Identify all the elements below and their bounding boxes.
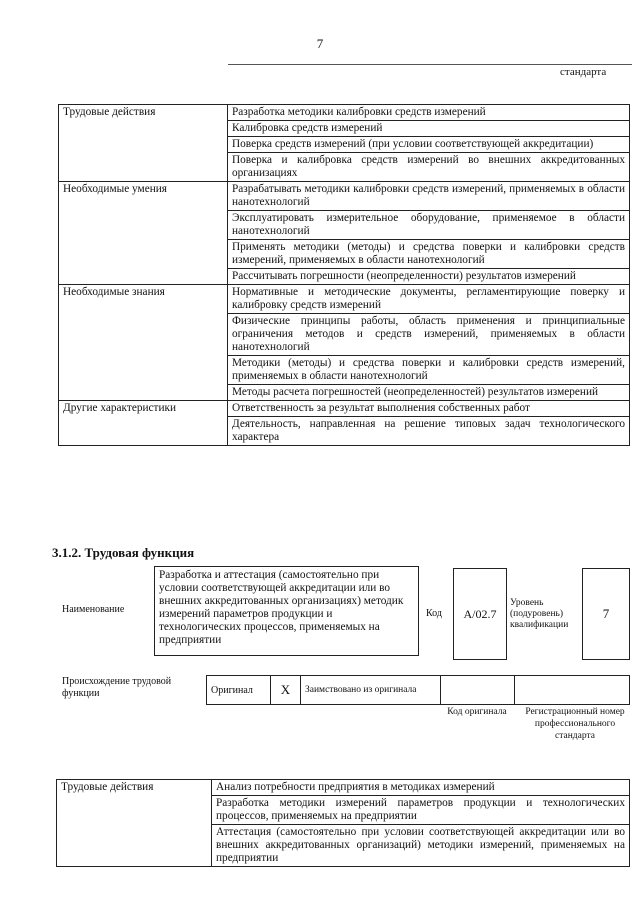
row-label: Трудовые действия — [57, 780, 212, 867]
table-row — [59, 105, 630, 121]
table-cell: Калибровка средств измерений — [228, 121, 630, 137]
labor-function-table-1 — [58, 104, 630, 446]
name-value: Разработка и аттестация (самостоятельно при условии соответствующей аккредитации или во внешних аккредитованных организациях) методик измерений параметров продукции и технологических процессов, применяемых на предприятии — [154, 566, 419, 656]
page-number: 7 — [316, 36, 324, 51]
header-rule — [228, 64, 632, 65]
table-cell: Физические принципы работы, область применения и принципиальные ограничения методов и средств измерений, применяемых в области нанотехнологий — [228, 314, 630, 356]
table-row — [59, 401, 630, 417]
table-cell: Методики (методы) и средства поверки и калибровки средств измерений, применяемых в области нанотехнологий — [228, 356, 630, 385]
code-label: Код — [426, 608, 442, 619]
origin-label: Происхождение трудовой функции — [62, 676, 172, 699]
table-row — [59, 285, 630, 314]
section-title: 3.1.2. Трудовая функция — [52, 545, 195, 560]
table-cell: Поверка средств измерений (при условии соответствующей аккредитации) — [228, 137, 630, 153]
original-code-cell — [441, 676, 515, 704]
table-cell: Аттестация (самостоятельно при условии соответствующей аккредитации или во внешних аккредитованных организаций) методики измерений, применяемых на предприятии — [212, 825, 630, 867]
original-mark: X — [271, 676, 301, 704]
table-cell: Методы расчета погрешностей (неопределенностей) результатов измерений — [228, 385, 630, 401]
origin-row — [206, 675, 630, 705]
table-row — [57, 780, 630, 796]
labor-function-table-2 — [56, 779, 630, 867]
table-cell: Разрабатывать методики калибровки средств измерений, применяемых в области нанотехнологий — [228, 182, 630, 211]
table-row — [59, 182, 630, 211]
header-text: стандарта — [560, 66, 607, 78]
table-cell: Эксплуатировать измерительное оборудование, применяемое в области нанотехнологий — [228, 211, 630, 240]
reg-number-cell — [515, 676, 627, 704]
borrowed-label: Заимствовано из оригинала — [301, 676, 441, 704]
table-cell: Нормативные и методические документы, регламентирующие поверку и калибровку средств измерений — [228, 285, 630, 314]
table-cell: Разработка методики измерений параметров продукции и технологических процессов, применяемых на предприятии — [212, 796, 630, 825]
table-cell: Поверка и калибровка средств измерений во внешних аккредитованных организациях — [228, 153, 630, 182]
reg-caption: Регистрационный номер профессионального стандарта — [525, 707, 625, 741]
table-cell: Анализ потребности предприятия в методиках измерений — [212, 780, 630, 796]
level-label: Уровень (подуровень) квалификации — [510, 598, 569, 630]
row-label: Необходимые знания — [59, 285, 228, 401]
code-value: А/02.7 — [453, 568, 507, 660]
code-caption: Код оригинала — [447, 707, 507, 717]
name-label: Наименование — [62, 604, 125, 615]
table-cell: Деятельность, направленная на решение типовых задач технологического характера — [228, 417, 630, 446]
table-cell: Применять методики (методы) и средства поверки и калибровки средств измерений, применяемых в области нанотехнологий — [228, 240, 630, 269]
original-label: Оригинал — [207, 676, 271, 704]
row-label: Другие характеристики — [59, 401, 228, 446]
table-cell: Рассчитывать погрешности (неопределенности) результатов измерений — [228, 269, 630, 285]
row-label: Необходимые умения — [59, 182, 228, 285]
table-cell: Ответственность за результат выполнения собственных работ — [228, 401, 630, 417]
table-cell: Разработка методики калибровки средств измерений — [228, 105, 630, 121]
level-value: 7 — [582, 568, 630, 660]
row-label: Трудовые действия — [59, 105, 228, 182]
